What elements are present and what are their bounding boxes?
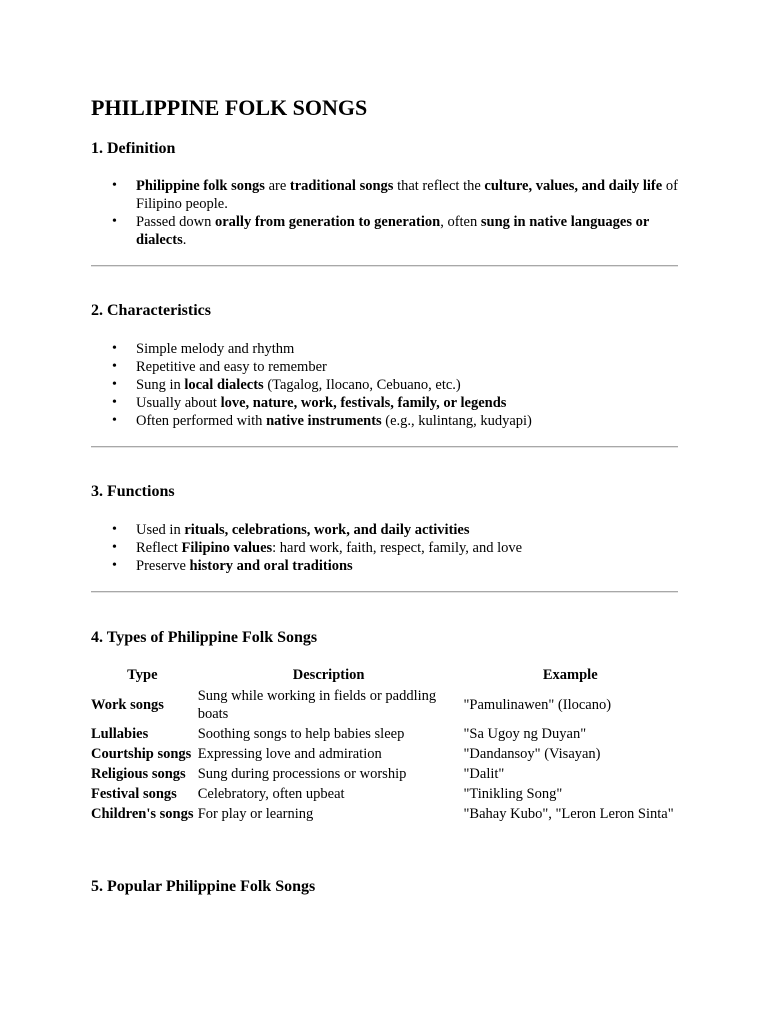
text-run: . [182,232,187,248]
text-run: Simple melody and rhythm [136,341,295,357]
definition-heading: 1. Definition [91,140,176,157]
text-run: Reflect [136,540,182,556]
table-row [89,744,679,764]
description-cell: Soothing songs to help babies sleep [197,726,405,742]
table-header-row [89,664,679,686]
bullet-item [91,394,681,412]
characteristics-heading: 2. Characteristics [91,302,211,319]
text-run: that reflect the [393,178,485,194]
text-run: of Filipino people. [136,178,678,212]
bullet-item [91,340,681,358]
bold-text: sung in native languages or dialects [136,214,650,248]
column-header-example: Example [542,667,598,683]
bold-text: local dialects [184,377,264,393]
description-cell: For play or learning [197,806,314,822]
type-cell: Courtship songs [91,746,192,762]
section-divider [91,591,678,593]
column-header-type: Type [127,667,158,683]
bullet-item [91,412,681,430]
text-run: are [264,178,290,194]
table-row [89,686,679,724]
bold-text: native instruments [266,413,382,429]
type-cell: Religious songs [91,766,186,782]
example-cell: "Dandansoy" (Visayan) [463,746,601,762]
bold-text: culture, values, and daily life [484,178,663,194]
example-cell: "Tinikling Song" [463,786,563,802]
example-cell: "Pamulinawen" (Ilocano) [463,697,612,713]
type-cell: Lullabies [91,726,149,742]
bold-text: Philippine folk songs [136,178,265,194]
text-run: Repetitive and easy to remember [136,359,327,375]
bold-text: love, nature, work, festivals, family, or legends [220,395,507,411]
bullet-item [91,213,681,249]
bullet-item [91,557,681,575]
table-row [89,804,679,824]
type-cell: Children's songs [91,806,194,822]
description-cell: Sung during processions or worship [197,766,407,782]
page-title: PHILIPPINE FOLK SONGS [91,95,368,120]
table-row [89,724,679,744]
types-heading: 4. Types of Philippine Folk Songs [91,629,318,646]
bold-text: traditional songs [289,178,394,194]
example-cell: "Bahay Kubo", "Leron Leron Sinta" [463,806,674,822]
example-cell: "Sa Ugoy ng Duyan" [463,726,587,742]
characteristics-list [91,340,681,430]
definition-list [91,177,681,249]
popular-songs-heading: 5. Popular Philippine Folk Songs [91,878,316,895]
text-run: Often performed with [136,413,267,429]
bold-text: rituals, celebrations, work, and daily activities [184,522,470,538]
text-run: (Tagalog, Ilocano, Cebuano, etc.) [263,377,461,393]
text-run: Sung in [136,377,185,393]
bold-text: history and oral traditions [189,558,353,574]
bullet-item [91,177,681,213]
bullet-item [91,521,681,539]
description-cell: Celebratory, often upbeat [197,786,345,802]
bullet-item [91,376,681,394]
section-divider [91,446,678,448]
text-run: (e.g., kulintang, kudyapi) [381,413,532,429]
type-cell: Work songs [91,697,164,713]
functions-heading: 3. Functions [91,483,175,500]
text-run: Used in [136,522,185,538]
description-cell: Sung while working in fields or paddling boats [197,688,437,722]
text-run: , often [440,214,481,230]
description-cell: Expressing love and admiration [197,746,382,762]
bullet-item [91,539,681,557]
section-divider [91,265,678,267]
table-row [89,784,679,804]
text-run: Usually about [136,395,221,411]
bold-text: orally from generation to generation [214,214,441,230]
bullet-item [91,358,681,376]
functions-list [91,521,681,575]
types-table [89,664,679,824]
text-run: Passed down [136,214,215,230]
column-header-description: Description [292,667,365,683]
text-run: : hard work, faith, respect, family, and love [272,540,523,556]
bold-text: Filipino values [181,540,273,556]
text-run: Preserve [136,558,190,574]
table-row [89,764,679,784]
type-cell: Festival songs [91,786,177,802]
example-cell: "Dalit" [463,766,505,782]
